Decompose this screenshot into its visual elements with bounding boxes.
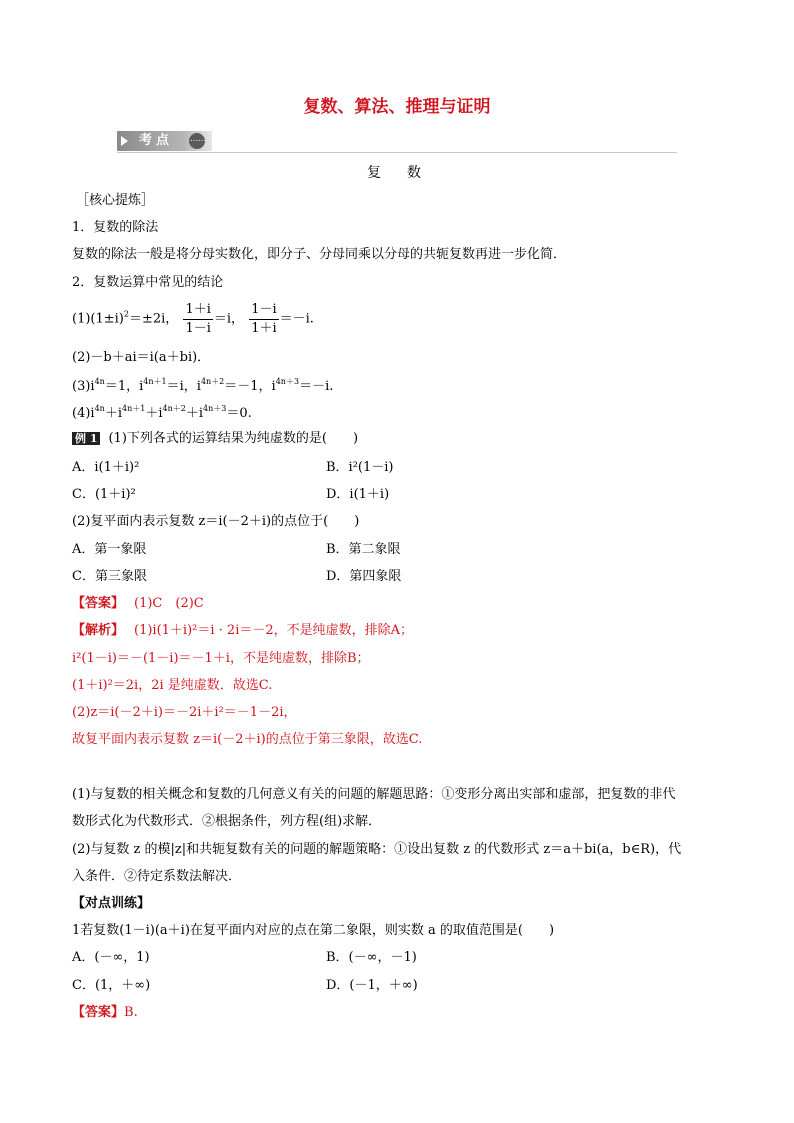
formula-3-e4: 4n＋3: [275, 377, 300, 386]
analysis-label: 【解析】: [72, 623, 125, 638]
fraction-1-den: 1－i: [185, 320, 211, 336]
analysis-line-3: (1＋i)²＝2i，2i 是纯虚数．故选C.: [72, 678, 273, 693]
q1-option-d: D．i(1＋i): [326, 487, 390, 502]
analysis-line-1: [72, 624, 413, 637]
q2-option-b: B．第二象限: [326, 542, 401, 557]
formula-4-e2: 4n＋1: [122, 404, 146, 413]
training-answer-value: B.: [124, 1005, 138, 1020]
formula-4-f: ＝0.: [226, 406, 252, 421]
kaodian-divider: [117, 152, 677, 153]
q1-option-b: B．i²(1－i): [326, 460, 394, 475]
q2-option-a: A．第一象限: [72, 542, 147, 557]
q1-option-a: A．i(1＋i)²: [72, 460, 140, 475]
example-q1-text: (1)下列各式的运算结果为纯虚数的是( ): [108, 431, 359, 446]
fraction-2: [249, 302, 278, 336]
example-badge: 例 1: [72, 432, 100, 445]
page-title: 复数、算法、推理与证明: [303, 97, 491, 117]
formula-1-exp: 2: [123, 309, 129, 319]
training-answer: [72, 1006, 138, 1019]
analysis-line-2: i²(1－i)＝－(1－i)＝－1＋i，不是纯虚数，排除B；: [72, 651, 370, 666]
formula-3-f: ＝－i.: [299, 379, 334, 394]
formula-4: [72, 405, 252, 420]
example-question-2: (2)复平面内表示复数 z＝i(－2＋i)的点位于( ): [72, 514, 360, 529]
training-heading: 【对点训练】: [72, 896, 151, 911]
core-item1-title: 1．复数的除法: [72, 220, 159, 235]
q2-option-d: D．第四象限: [326, 569, 402, 584]
formula-4-d: ＋i: [185, 406, 204, 421]
kaodian-label: 考点: [139, 133, 174, 148]
formula-3-d: ＝－1，i: [224, 379, 276, 394]
fraction-1-num: 1＋i: [183, 302, 212, 320]
formula-3-e2: 4n＋1: [143, 377, 167, 386]
analysis-line-5: 故复平面内表示复数 z＝i(－2＋i)的点位于第三象限，故选C.: [72, 732, 423, 747]
formula-1-prefix: (1)(1±i): [72, 311, 124, 327]
formula-1-mid: ＝±2i，: [128, 311, 179, 327]
example-answer: [72, 597, 204, 610]
answer-value: (1)C (2)C: [134, 596, 204, 611]
formula-4-c: ＋i: [145, 406, 163, 421]
example-question-1: [72, 432, 358, 445]
formula-2: (2)－b＋ai＝i(a＋bi)．: [72, 350, 211, 365]
summary-p1-line-1: (1)与复数的相关概念和复数的几何意义有关的问题的解题思路：①变形分离出实部和虚部，把复数的非代: [72, 787, 676, 802]
q2-option-c: C．第三象限: [72, 569, 147, 584]
analysis-line-4: (2)z＝i(－2＋i)＝－2i＋i²＝－1－2i，: [72, 705, 297, 720]
training-answer-label: 【答案】: [72, 1005, 125, 1020]
core-item2-title: 2．复数运算中常见的结论: [72, 275, 224, 290]
formula-3-e1: 4n: [94, 377, 105, 386]
formula-1: [72, 302, 314, 336]
formula-4-b: ＋i: [104, 406, 122, 421]
core-item1-body: 复数的除法一般是将分母实数化，即分子、分母同乘以分母的共轭复数再进一步化简．: [72, 247, 567, 262]
formula-1-mid2: ＝i，: [213, 311, 245, 327]
formula-3-e3: 4n＋2: [200, 377, 225, 386]
kaodian-dots: ……: [190, 134, 206, 143]
fraction-2-den: 1＋i: [251, 320, 277, 336]
core-heading: ［核心提炼］: [76, 193, 155, 208]
formula-1-end: ＝－i.: [279, 311, 314, 327]
formula-4-a: (4)i: [72, 406, 95, 421]
formula-4-e1: 4n: [94, 404, 105, 413]
training-option-d: D．(－1，＋∞): [326, 978, 418, 993]
training-option-a: A．(－∞，1): [72, 950, 150, 965]
formula-3-b: ＝1，i: [104, 379, 144, 394]
section-title: 复 数: [367, 165, 427, 181]
analysis-l1-text: (1)i(1＋i)²＝i · 2i＝－2，不是纯虚数，排除A；: [134, 623, 414, 638]
training-option-b: B．(－∞，－1): [326, 950, 417, 965]
answer-label: 【答案】: [72, 596, 125, 611]
fraction-2-num: 1－i: [249, 302, 278, 320]
formula-3-a: (3)i: [72, 379, 95, 394]
q1-option-c: C．(1＋i)²: [72, 487, 136, 502]
training-option-c: C．(1，＋∞): [72, 978, 151, 993]
summary-p2-line-1: (2)与复数 z 的模|z|和共轭复数有关的问题的解题策略：①设出复数 z 的代数形式 z＝a＋bi(a，b∈R)，代: [72, 842, 682, 857]
summary-p2-line-2: 入条件．②待定系数法解决．: [72, 869, 242, 884]
kaodian-banner: [117, 131, 212, 151]
summary-p1-line-2: 数形式化为代数形式．②根据条件，列方程(组)求解．: [72, 814, 382, 829]
formula-3-c: ＝i，i: [166, 379, 201, 394]
fraction-1: [183, 302, 212, 336]
formula-4-e4: 4n＋3: [203, 404, 227, 413]
formula-4-e3: 4n＋2: [162, 404, 186, 413]
formula-3: [72, 378, 333, 393]
training-question: 1若复数(1－i)(a＋i)在复平面内对应的点在第二象限，则实数 a 的取值范围是( ): [72, 923, 555, 938]
